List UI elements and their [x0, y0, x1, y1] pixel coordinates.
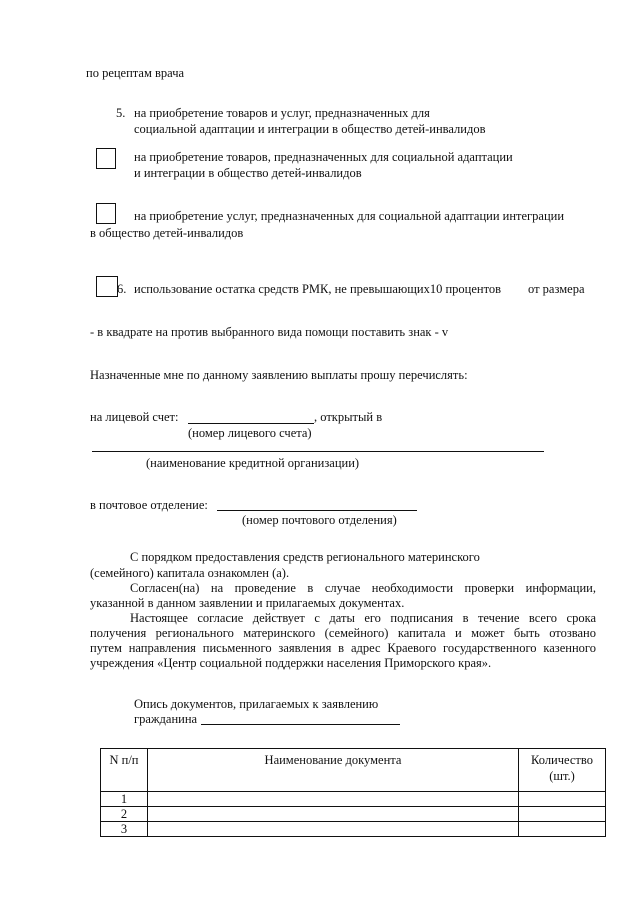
valid-line-1: Настоящее согласие действует с даты его подписания в течение всего срока: [130, 611, 596, 625]
table-row: [101, 822, 606, 837]
goods-checkbox[interactable]: [96, 148, 116, 169]
account-number-line[interactable]: [188, 423, 314, 424]
bank-name-caption: (наименование кредитной организации): [146, 456, 360, 470]
documents-table: [100, 748, 606, 837]
row-quantity[interactable]: [519, 807, 606, 822]
citizen-name-line[interactable]: [201, 724, 400, 725]
services-checkbox[interactable]: [96, 203, 116, 224]
row-quantity[interactable]: [519, 792, 606, 807]
header-document-name: Наименование документа: [148, 749, 519, 792]
item-6-number: 6.: [117, 282, 127, 296]
row-document-name[interactable]: [148, 792, 519, 807]
valid-line-3: путем направления письменного заявления в адрес Краевого государственного казенного: [90, 641, 596, 655]
inventory-title: Опись документов, прилагаемых к заявлению: [134, 697, 379, 711]
item-6-tail: от размера: [528, 282, 585, 296]
valid-line-4: учреждения «Центр социальной поддержки населения Приморского края».: [90, 656, 492, 670]
row-number: 2: [101, 807, 148, 822]
acquainted-line-1: С порядком предоставления средств регионального материнского: [130, 550, 480, 564]
row-document-name[interactable]: [148, 807, 519, 822]
post-office-label: в почтовое отделение:: [90, 498, 208, 512]
instruction-text: - в квадрате на против выбранного вида помощи поставить знак - v: [90, 325, 449, 339]
header-number: N п/п: [101, 749, 148, 792]
option-goods-line-1: на приобретение товаров, предназначенных для социальной адаптации: [134, 150, 513, 164]
account-number-caption: (номер лицевого счета): [188, 426, 312, 440]
bank-name-line[interactable]: [92, 451, 544, 452]
row-number: 1: [101, 792, 148, 807]
acquainted-line-2: (семейного) капитала ознакомлен (а).: [90, 566, 290, 580]
item-5-line-1: на приобретение товаров и услуг, предназначенных для: [134, 106, 430, 120]
table-header-row: [101, 749, 606, 792]
inventory-citizen-label: гражданина: [134, 712, 198, 726]
option-services-line-1: на приобретение услуг, предназначенных для социальной адаптации интеграции: [134, 209, 565, 223]
remainder-checkbox[interactable]: [96, 276, 118, 297]
item-5-line-2: социальной адаптации и интеграции в общество детей-инвалидов: [134, 122, 486, 136]
top-line-text: по рецептам врача: [86, 66, 185, 80]
valid-line-2: получения регионального материнского (семейного) капитала и может быть отозвано: [90, 626, 596, 640]
row-quantity[interactable]: [519, 822, 606, 837]
table-row: [101, 807, 606, 822]
row-document-name[interactable]: [148, 822, 519, 837]
header-quantity: Количество (шт.): [519, 749, 606, 792]
table-row: [101, 792, 606, 807]
option-services-line-2: в общество детей-инвалидов: [90, 226, 244, 240]
row-number: 3: [101, 822, 148, 837]
option-goods-line-2: и интеграции в общество детей-инвалидов: [134, 166, 362, 180]
post-office-caption: (номер почтового отделения): [242, 513, 397, 527]
item-6-text: использование остатка средств РМК, не превышающих10 процентов: [134, 282, 502, 296]
item-5-number: 5.: [116, 106, 126, 120]
account-opened-in-text: , открытый в: [314, 410, 383, 424]
payment-request-text: Назначенные мне по данному заявлению выплаты прошу перечислять:: [90, 368, 468, 382]
post-office-line[interactable]: [217, 510, 417, 511]
account-label: на лицевой счет:: [90, 410, 179, 424]
consent-line-2: указанной в данном заявлении и прилагаемых документах.: [90, 596, 405, 610]
consent-line-1: Согласен(на) на проведение в случае необходимости проверки информации,: [130, 581, 596, 595]
